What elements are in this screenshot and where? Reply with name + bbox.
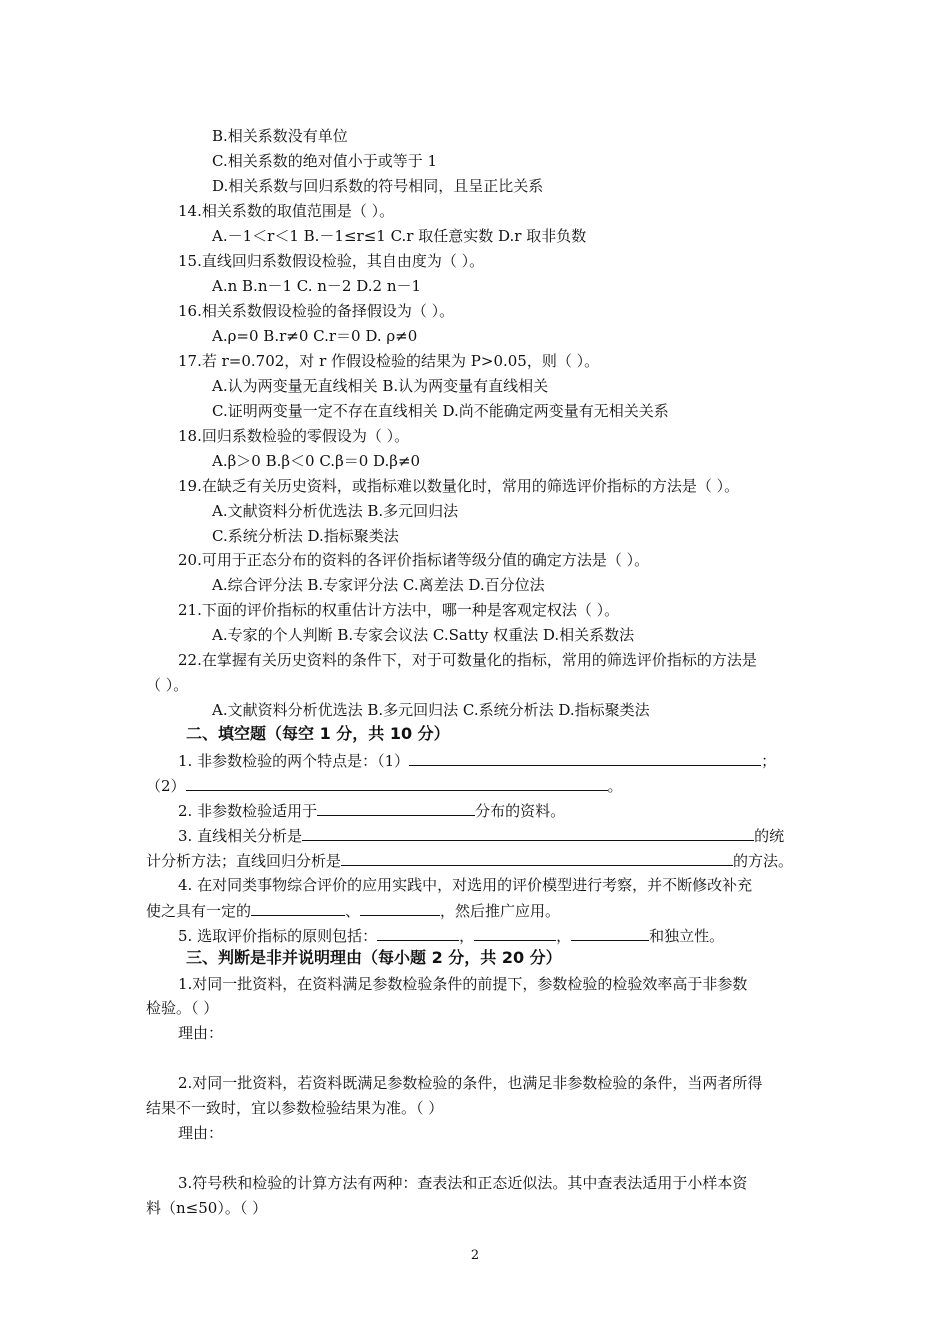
page-number: 2	[470, 1248, 480, 1263]
fill-question-4-line1: 4. 在对同类事物综合评价的应用实践中，对选用的评价模型进行考察，并不断修改补充	[178, 876, 753, 894]
fill-5-end: 和独立性。	[649, 927, 725, 945]
fill-4-sep: 、	[345, 902, 361, 920]
judge-2-reason: 理由：	[178, 1124, 224, 1142]
fill-question-1-line2	[146, 775, 623, 796]
fill-1-blank-1[interactable]	[409, 750, 761, 766]
fill-3-text: 3. 直线相关分析是	[178, 827, 303, 845]
fill-5-blank-2[interactable]	[474, 925, 556, 941]
q19-options-row1: A.文献资料分析优选法 B.多元回归法	[212, 502, 459, 520]
fill-2-blank[interactable]	[317, 800, 475, 816]
q20-options: A.综合评分法 B.专家评分法 C.离差法 D.百分位法	[212, 576, 545, 594]
judge-3-line1: 3.符号秩和检验的计算方法有两种：查表法和正态近似法。其中查表法适用于小样本资	[178, 1174, 748, 1192]
q19-stem: 19.在缺乏有关历史资料，或指标难以数量化时，常用的筛选评价指标的方法是（ ）。	[178, 477, 740, 495]
fill-question-1-line1	[178, 750, 776, 771]
fill-4-blank-1[interactable]	[251, 900, 345, 916]
q22-stem-line2: （ ）。	[146, 676, 189, 694]
fill-1-punct: ；	[761, 752, 777, 770]
q21-options: A.专家的个人判断 B.专家会议法 C.Satty 权重法 D.相关系数法	[212, 626, 635, 644]
judge-3-line2: 料（n≤50）。（ ）	[146, 1199, 268, 1217]
fill-2-end: 分布的资料。	[475, 802, 566, 820]
q13-option-b: B.相关系数没有单位	[212, 127, 348, 145]
q14-options: A.－1＜r＜1 B.－1≤r≤1 C.r 取任意实数 D.r 取非负数	[212, 227, 587, 245]
q15-stem: 15.直线回归系数假设检验，其自由度为（ ）。	[178, 252, 485, 270]
q13-option-d: D.相关系数与回归系数的符号相同，且呈正比关系	[212, 177, 544, 195]
section-heading-true-false: 三、判断是非并说明理由（每小题 2 分，共 20 分）	[186, 948, 562, 967]
fill-3-blank-2[interactable]	[341, 850, 733, 866]
fill-5-text: 5. 选取评价指标的原则包括：	[178, 927, 378, 945]
q22-stem-line1: 22.在掌握有关历史资料的条件下，对于可数量化的指标，常用的筛选评价指标的方法是	[178, 651, 757, 669]
fill-4-end: ，然后推广应用。	[440, 902, 561, 920]
fill-question-2	[178, 800, 565, 821]
q17-options-row1: A.认为两变量无直线相关 B.认为两变量有直线相关	[212, 377, 549, 395]
fill-5-sep-1: ，	[459, 927, 475, 945]
fill-4-blank-2[interactable]	[360, 900, 440, 916]
judge-2-line1: 2.对同一批资料，若资料既满足参数检验的条件，也满足非参数检验的条件，当两者所得	[178, 1074, 763, 1092]
q15-options: A.n B.n－1 C. n－2 D.2 n－1	[212, 277, 422, 295]
q18-stem: 18.回归系数检验的零假设为（ ）。	[178, 427, 410, 445]
fill-3-blank-1[interactable]	[302, 825, 754, 841]
fill-question-5	[178, 925, 724, 946]
section-heading-fill-in: 二、填空题（每空 1 分，共 10 分）	[186, 724, 450, 743]
fill-question-3-line1	[178, 825, 784, 846]
q13-option-c: C.相关系数的绝对值小于或等于 1	[212, 152, 438, 170]
fill-5-blank-1[interactable]	[377, 925, 459, 941]
fill-3-cont: 的统	[754, 827, 785, 845]
fill-5-blank-3[interactable]	[571, 925, 649, 941]
fill-5-sep-2: ，	[556, 927, 572, 945]
q16-options: A.ρ=0 B.r≠0 C.r＝0 D. ρ≠0	[212, 327, 418, 345]
fill-2-text: 2. 非参数检验适用于	[178, 802, 318, 820]
judge-1-reason: 理由：	[178, 1024, 224, 1042]
fill-3-text-2: 计分析方法；直线回归分析是	[146, 852, 342, 870]
fill-1-end: 。	[607, 777, 623, 795]
q16-stem: 16.相关系数假设检验的备择假设为（ ）。	[178, 302, 455, 320]
q22-options: A.文献资料分析优选法 B.多元回归法 C.系统分析法 D.指标聚类法	[212, 701, 650, 719]
fill-1-blank-2[interactable]	[186, 775, 608, 791]
fill-3-end: 的方法。	[733, 852, 794, 870]
q20-stem: 20.可用于正态分布的资料的各评价指标诸等级分值的确定方法是（ ）。	[178, 551, 650, 569]
q21-stem: 21.下面的评价指标的权重估计方法中，哪一种是客观定权法（ ）。	[178, 601, 620, 619]
fill-1-label-2: （2）	[146, 777, 186, 795]
judge-2-line2: 结果不一致时，宜以参数检验结果为准。（ ）	[146, 1099, 444, 1117]
judge-1-line1: 1.对同一批资料，在资料满足参数检验条件的前提下，参数检验的检验效率高于非参数	[178, 975, 748, 993]
fill-question-3-line2	[146, 850, 793, 871]
q19-options-row2: C.系统分析法 D.指标聚类法	[212, 527, 399, 545]
fill-1-text: 1. 非参数检验的两个特点是：（1）	[178, 752, 410, 770]
judge-1-line2: 检验。（ ）	[146, 999, 219, 1017]
q14-stem: 14.相关系数的取值范围是（ ）。	[178, 202, 395, 220]
fill-4-text: 使之具有一定的	[146, 902, 252, 920]
q17-stem: 17.若 r=0.702，对 r 作假设检验的结果为 P>0.05，则（ ）。	[178, 352, 600, 370]
q17-options-row2: C.证明两变量一定不存在直线相关 D.尚不能确定两变量有无相关关系	[212, 402, 669, 420]
q18-options: A.β＞0 B.β＜0 C.β＝0 D.β≠0	[212, 452, 421, 470]
fill-question-4-line2	[146, 900, 560, 921]
